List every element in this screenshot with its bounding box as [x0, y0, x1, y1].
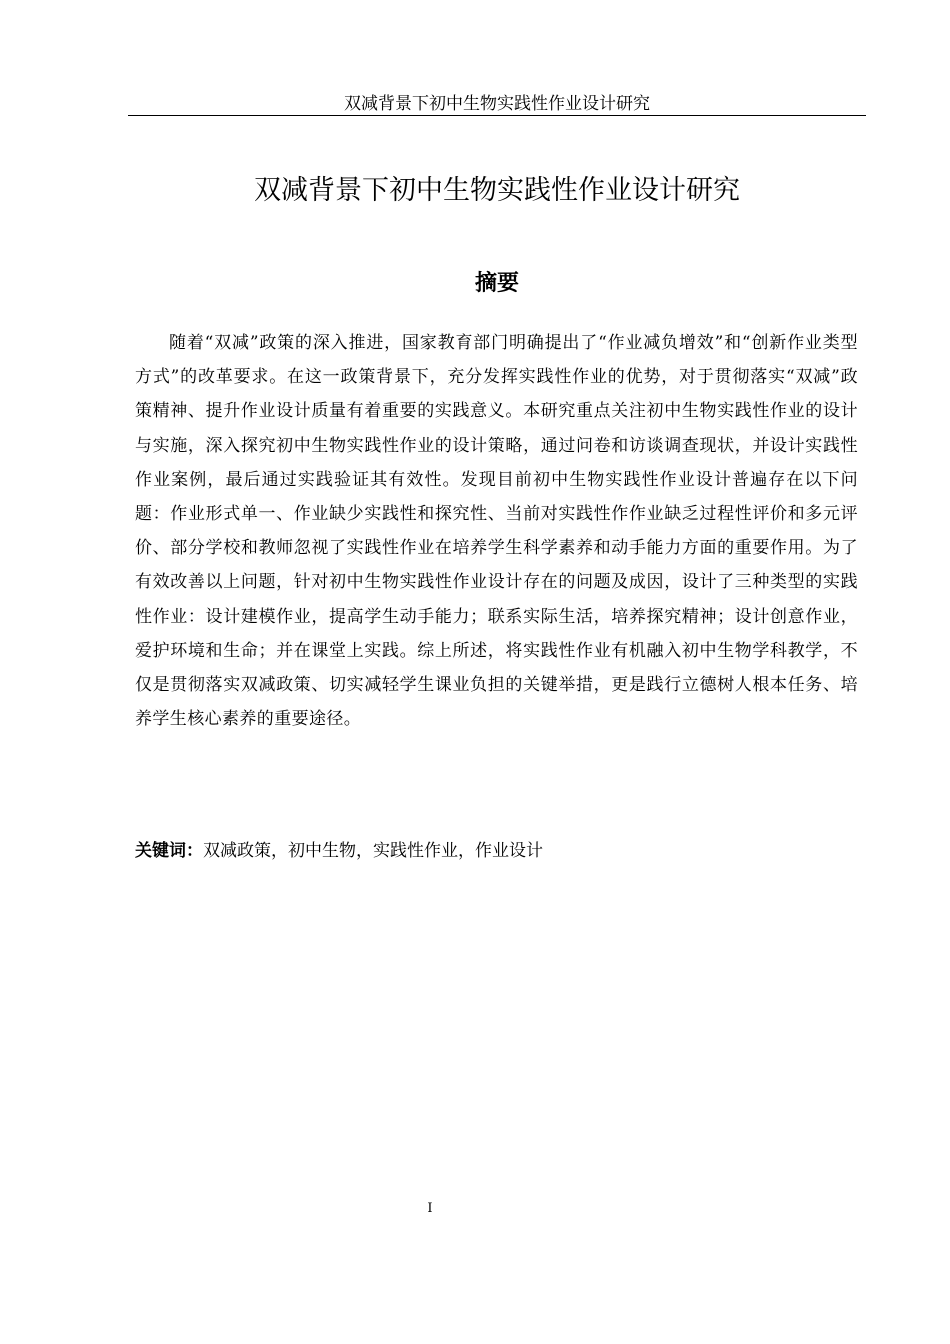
abstract-heading: 摘要 [474, 271, 519, 296]
keywords-line [135, 836, 858, 866]
document-title: 双减背景下初中生物实践性作业设计研究 [254, 175, 740, 206]
running-header: 双减背景下初中生物实践性作业设计研究 [344, 94, 650, 114]
keywords-text: 双减政策，初中生物，实践性作业，作业设计 [203, 841, 543, 861]
header-rule [128, 115, 866, 116]
keywords-label: 关键词： [135, 841, 203, 861]
abstract-paragraph: 随着“双减”政策的深入推进，国家教育部门明确提出了“作业减负增效”和“创新作业类型方式”的改革要求。在这一政策背景下，充分发挥实践性作业的优势，对于贯彻落实“双减”政策精神、提升作业设计质量有着重要的实践意义。本研究重点关注初中生物实践性作业的设计与实施，深入探究初中生物实践性作业的设计策略，通过问卷和访谈调查现状，并设计实践性作业案例，最后通过实践验证其有效性。发现目前初中生物实践性作业设计普遍存在以下问题：作业形式单一、作业缺少实践性和探究性、当前对实践性作作业缺乏过程性评价和多元评价、部分学校和教师忽视了实践性作业在培养学生科学素养和动手能力方面的重要作用。为了有效改善以上问题，针对初中生物实践性作业设计存在的问题及成因，设计了三种类型的实践性作业：设计建模作业，提高学生动手能力；联系实际生活，培养探究精神；设计创意作业，爱护环境和生命；并在课堂上实践。综上所述，将实践性作业有机融入初中生物学科教学，不仅是贯彻落实双减政策、切实减轻学生课业负担的关键举措，更是践行立德树人根本任务、培养学生核心素养的重要途径。 [135, 333, 858, 730]
page-number: I [427, 1201, 433, 1216]
